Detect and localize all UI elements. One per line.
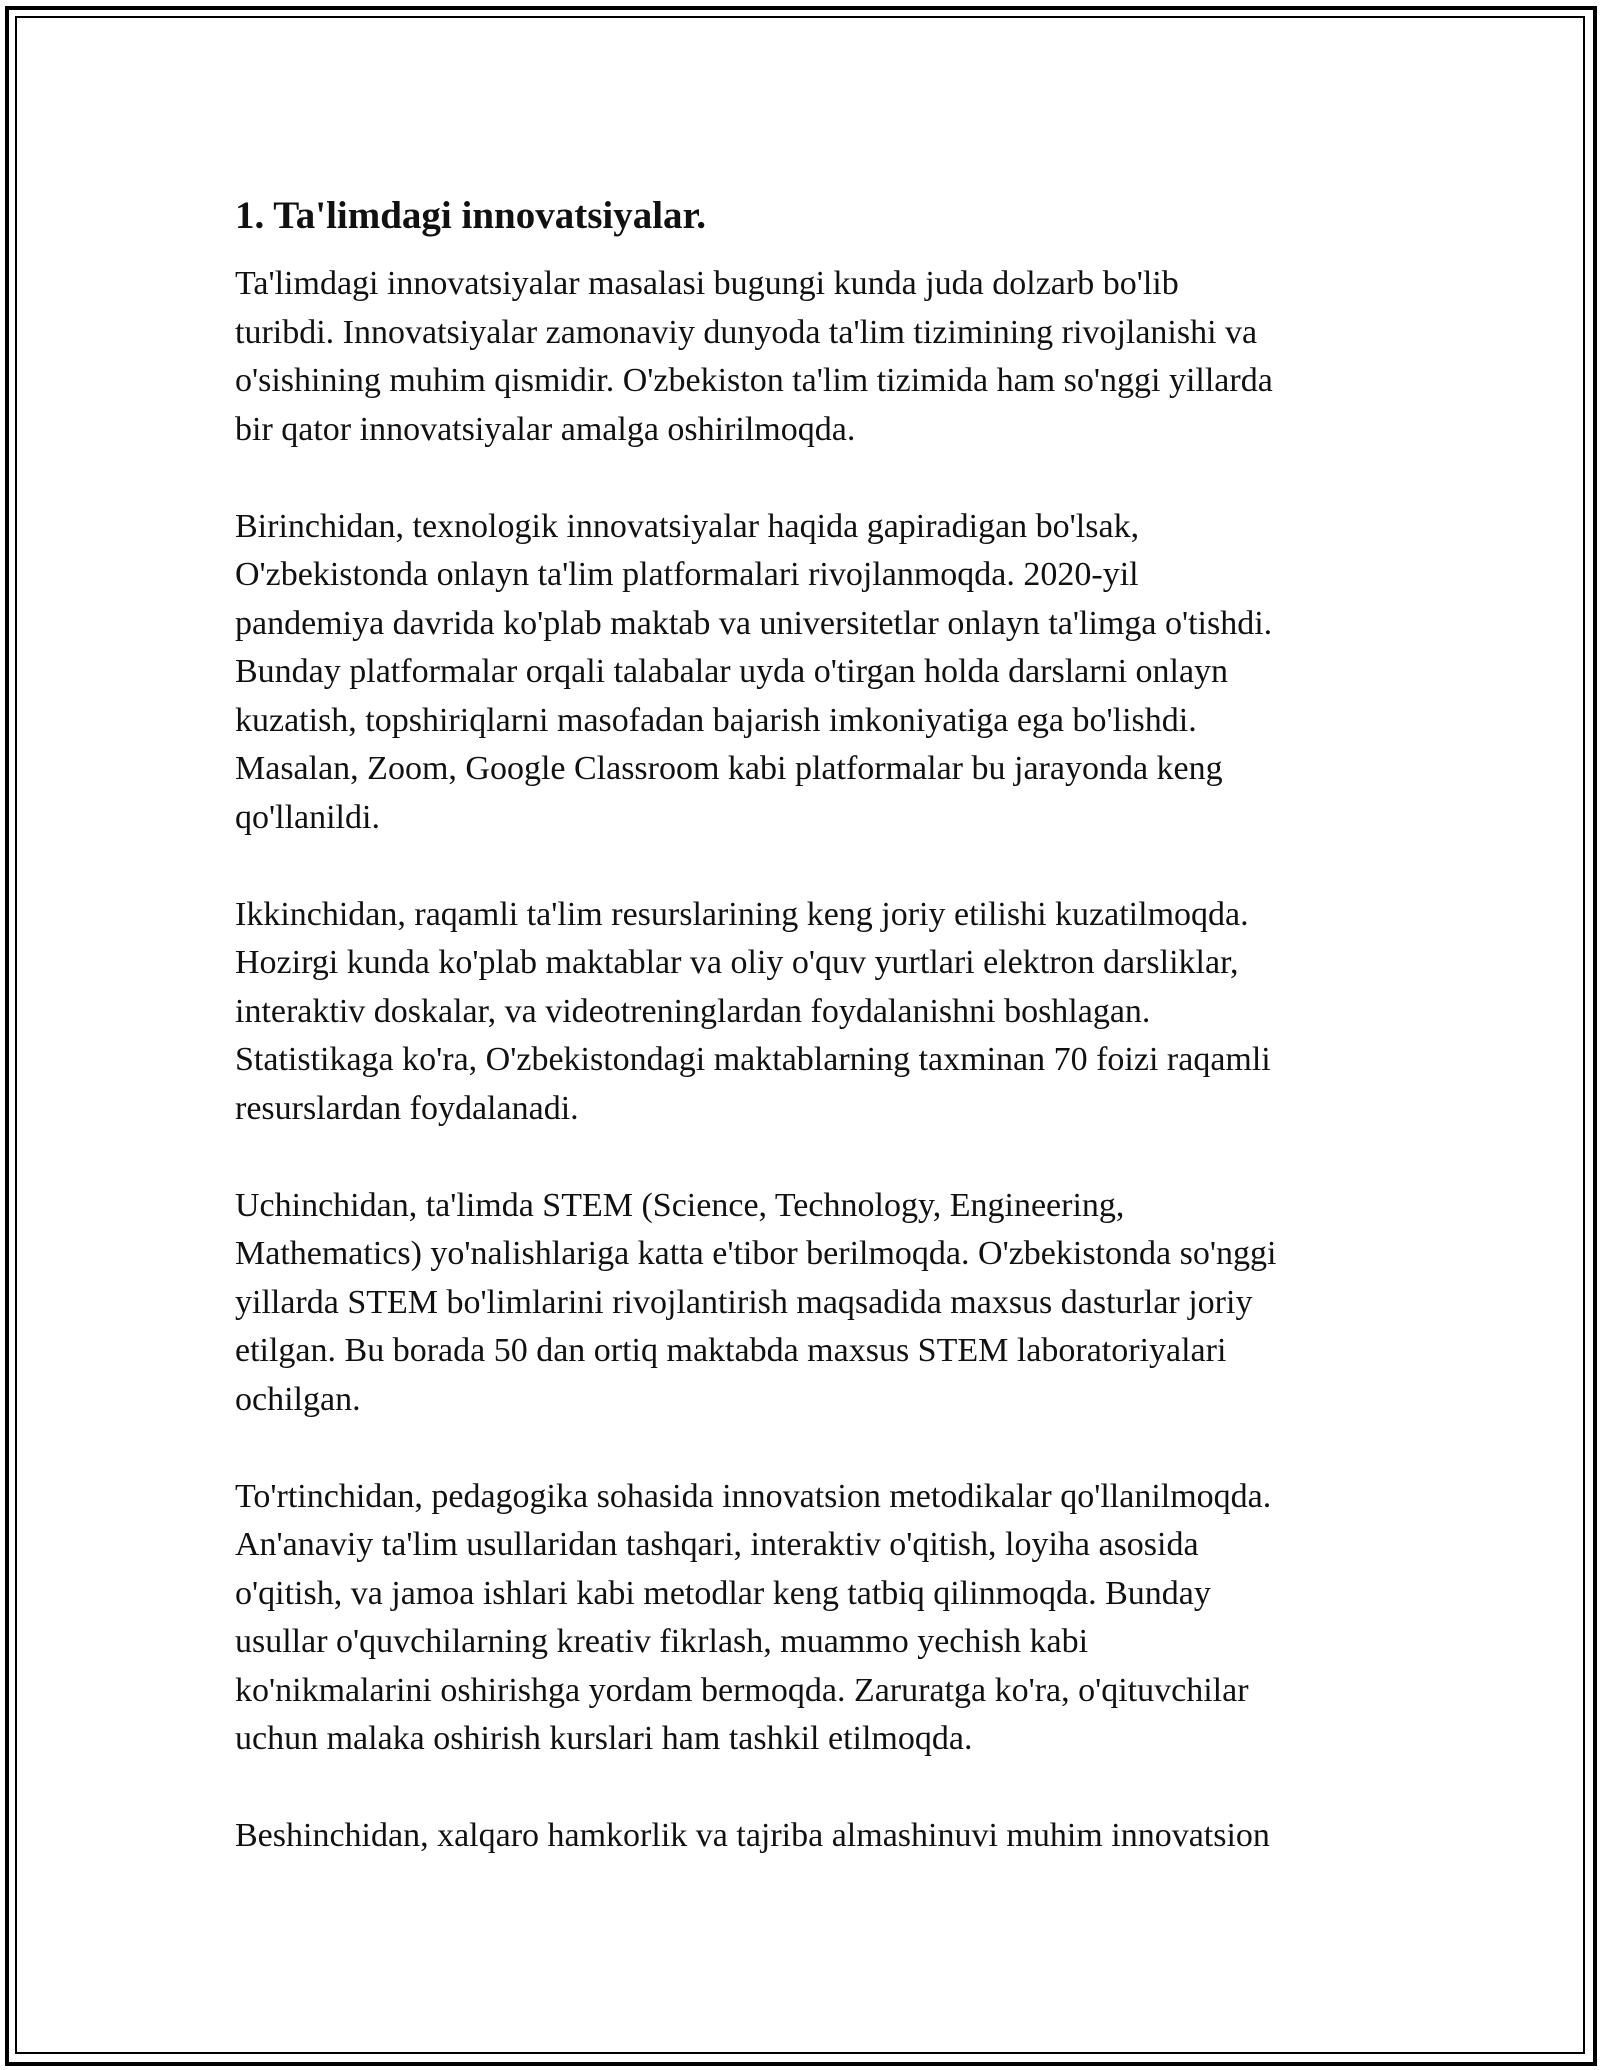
text-line: pandemiya davrida ko'plab maktab va universitetlar onlayn ta'limga o'tishdi. bbox=[235, 604, 1273, 642]
text-line: Statistikaga ko'ra, O'zbekistondagi maktablarning taxminan 70 foizi raqamli bbox=[235, 1041, 1271, 1078]
text-line: Ikkinchidan, raqamli ta'lim resurslarining keng joriy etilishi kuzatilmoqda. bbox=[235, 895, 1249, 933]
text-line: o'sishining muhim qismidir. O'zbekiston ta'lim tizimida ham so'nggi yillarda bbox=[235, 362, 1273, 399]
text-line: turibdi. Innovatsiyalar zamonaviy dunyoda ta'lim tizimining rivojlanishi va bbox=[235, 313, 1258, 351]
text-line: usullar o'quvchilarning kreativ fikrlash, muammo yechish kabi bbox=[235, 1623, 1089, 1660]
paragraph bbox=[235, 503, 1370, 843]
document-body bbox=[235, 190, 1370, 1909]
paragraph bbox=[235, 1182, 1370, 1425]
text-line: yillarda STEM bo'limlarini rivojlantirish maqsadida maxsus dasturlar joriy bbox=[235, 1283, 1253, 1321]
text-line: Bunday platformalar orqali talabalar uyda o'tirgan holda darslarni onlayn bbox=[235, 653, 1229, 690]
text-line: bir qator innovatsiyalar amalga oshirilmoqda. bbox=[235, 410, 856, 448]
section-heading: 1. Ta'limdagi innovatsiyalar. bbox=[235, 194, 707, 237]
text-line: qo'llanildi. bbox=[235, 798, 380, 836]
paragraph-list bbox=[235, 260, 1370, 1861]
text-line: Ta'limdagi innovatsiyalar masalasi bugungi kunda juda dolzarb bo'lib bbox=[235, 265, 1179, 302]
text-line: interaktiv doskalar, va videotreninglardan foydalanishni boshlagan. bbox=[235, 992, 1151, 1030]
text-line: Masalan, Zoom, Google Classroom kabi platformalar bu jarayonda keng bbox=[235, 750, 1223, 787]
text-line: etilgan. Bu borada 50 dan ortiq maktabda maxsus STEM laboratoriyalari bbox=[235, 1332, 1227, 1369]
text-line: ochilgan. bbox=[235, 1380, 361, 1418]
text-line: Beshinchidan, xalqaro hamkorlik va tajriba almashinuvi muhim innovatsion bbox=[235, 1817, 1270, 1854]
text-line: To'rtinchidan, pedagogika sohasida innovatsion metodikalar qo'llanilmoqda. bbox=[235, 1477, 1272, 1515]
text-line: ko'nikmalarini oshirishga yordam bermoqda. Zaruratga ko'ra, o'qituvchilar bbox=[235, 1671, 1249, 1709]
text-line: o'qitish, va jamoa ishlari kabi metodlar keng tatbiq qilinmoqda. Bunday bbox=[235, 1574, 1211, 1612]
text-line: kuzatish, topshiriqlarni masofadan bajarish imkoniyatiga ega bo'lishdi. bbox=[235, 701, 1197, 739]
text-line: Birinchidan, texnologik innovatsiyalar haqida gapiradigan bo'lsak, bbox=[235, 507, 1140, 545]
text-line: Uchinchidan, ta'limda STEM (Science, Technology, Engineering, bbox=[235, 1186, 1125, 1224]
text-line: resurslardan foydalanadi. bbox=[235, 1089, 579, 1127]
paragraph bbox=[235, 1473, 1370, 1764]
paragraph bbox=[235, 260, 1370, 454]
paragraph bbox=[235, 1812, 1370, 1861]
text-line: O'zbekistonda onlayn ta'lim platformalari rivojlanmoqda. 2020-yil bbox=[235, 556, 1139, 593]
text-line: uchun malaka oshirish kurslari ham tashkil etilmoqda. bbox=[235, 1720, 973, 1757]
paragraph bbox=[235, 891, 1370, 1134]
text-line: Mathematics) yo'nalishlariga katta e'tibor berilmoqda. O'zbekistonda so'nggi bbox=[235, 1235, 1277, 1272]
text-line: Hozirgi kunda ko'plab maktablar va oliy o'quv yurtlari elektron darsliklar, bbox=[235, 944, 1239, 981]
text-line: An'anaviy ta'lim usullaridan tashqari, interaktiv o'qitish, loyiha asosida bbox=[235, 1526, 1199, 1563]
